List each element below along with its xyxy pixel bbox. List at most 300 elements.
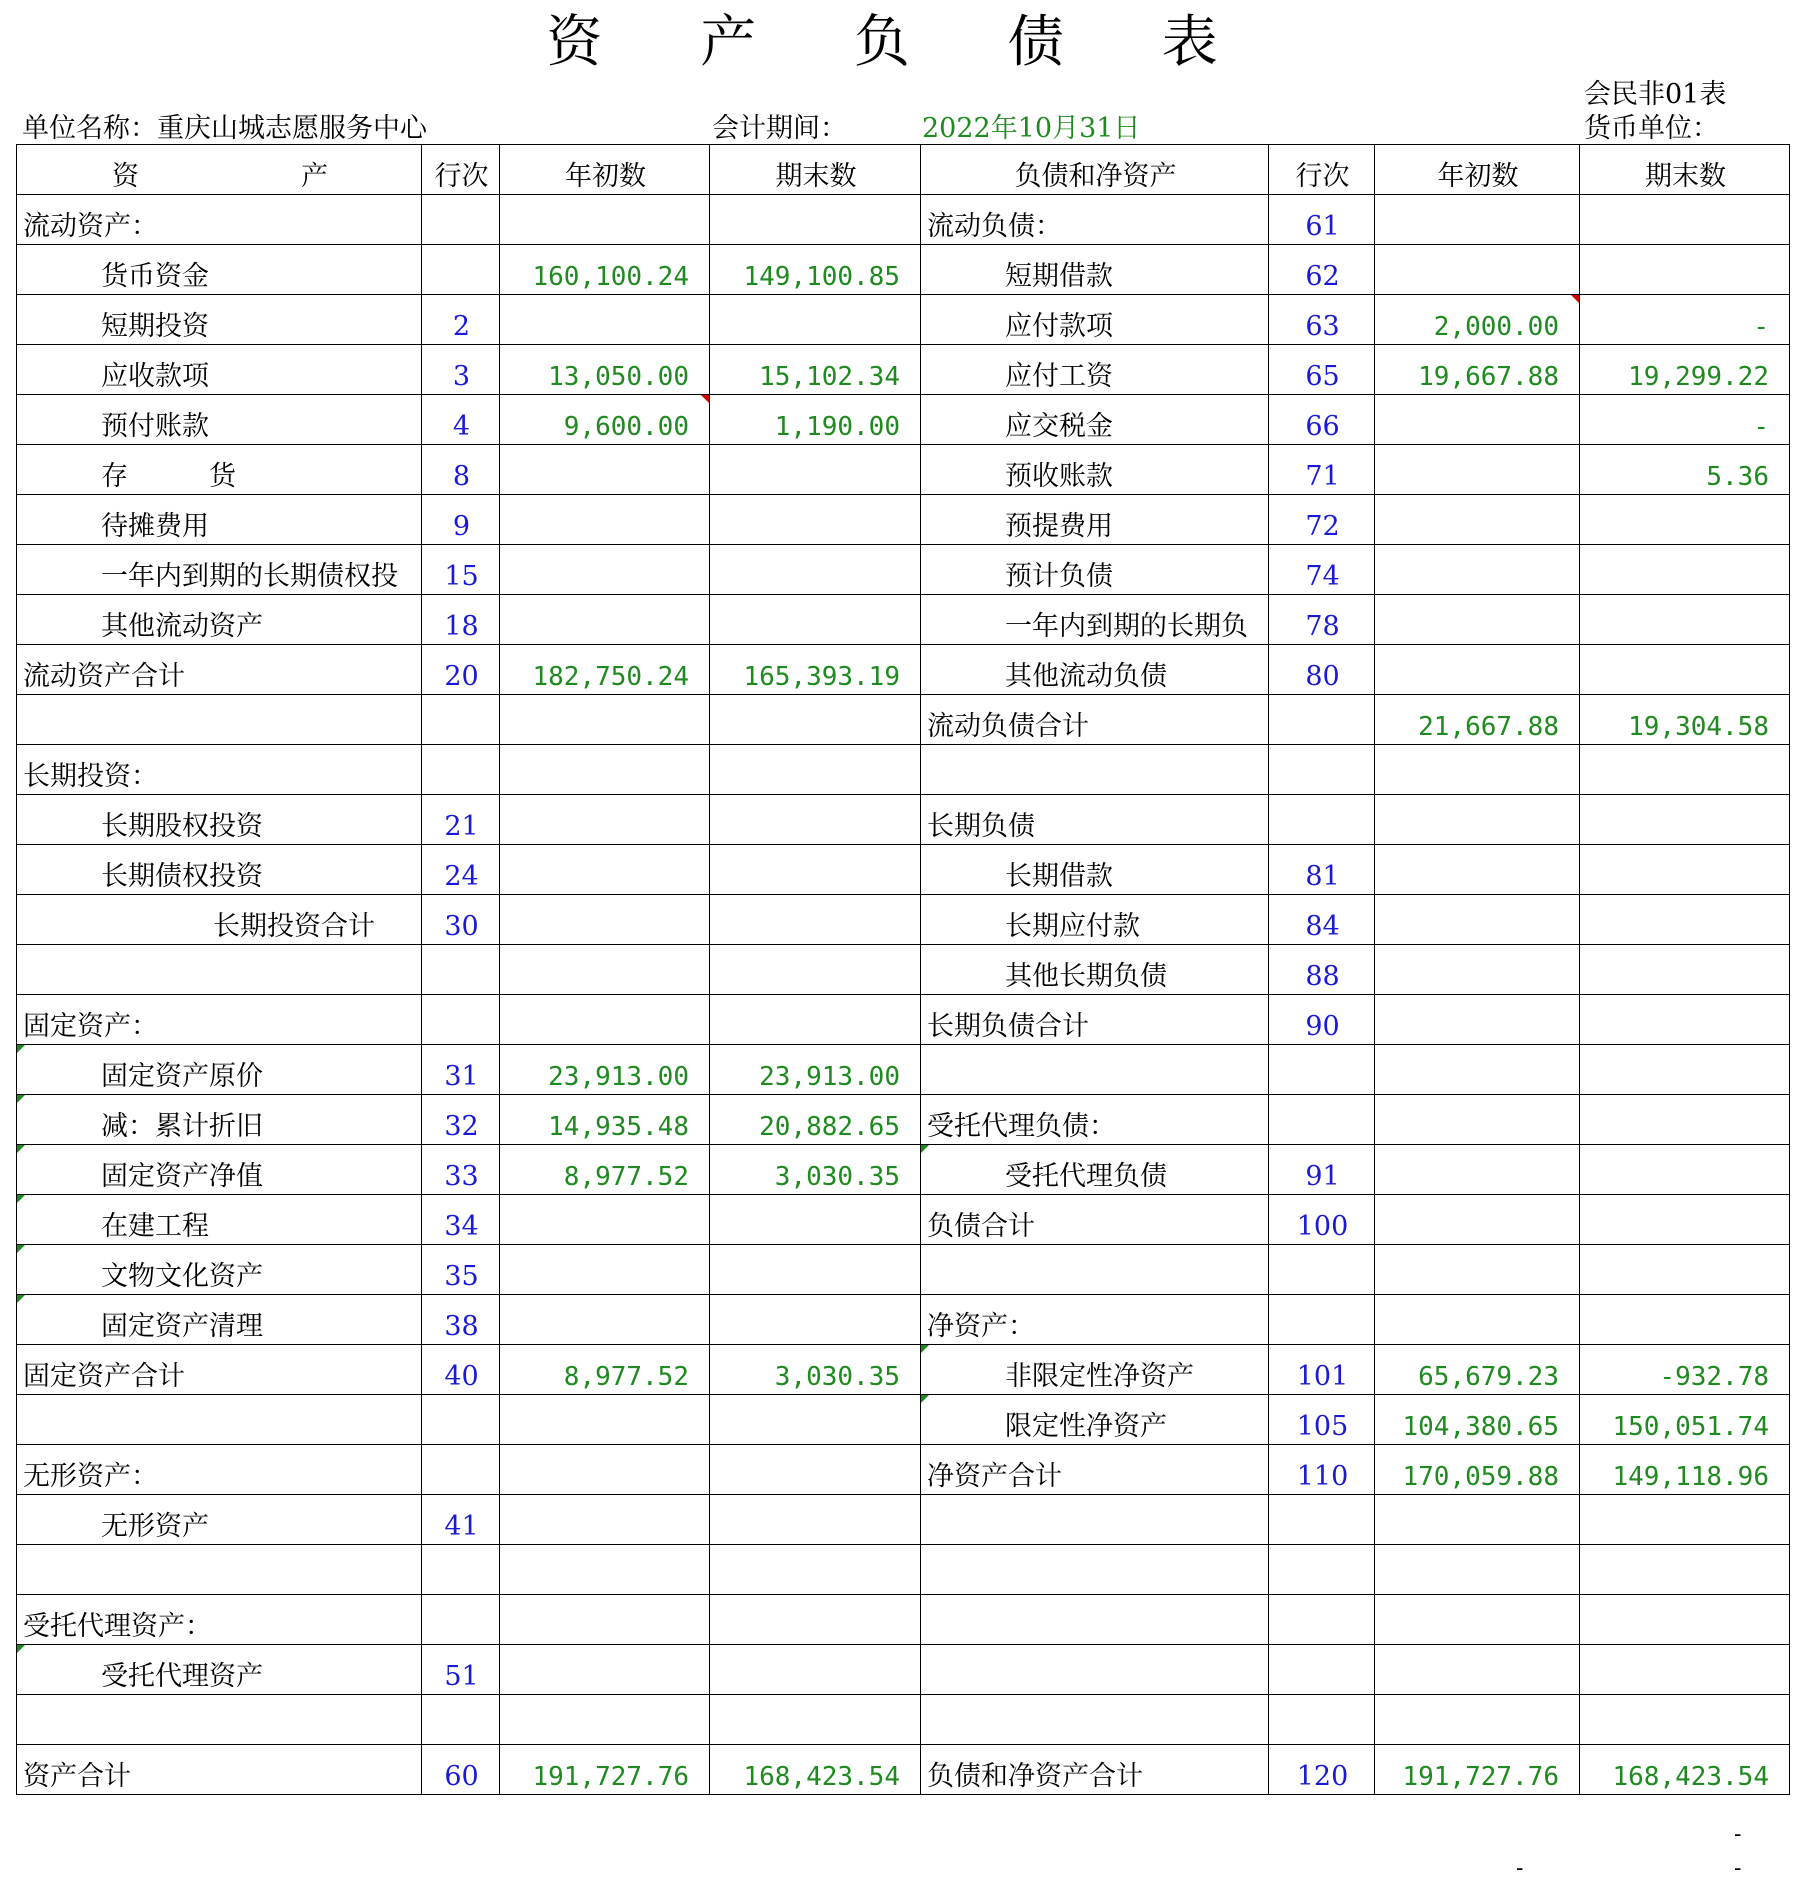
- liability-line-no[interactable]: [1269, 1445, 1375, 1495]
- asset-ending-value[interactable]: [710, 745, 921, 795]
- liability-line-no[interactable]: [1269, 895, 1375, 945]
- liability-beginning-value[interactable]: [1375, 1445, 1580, 1495]
- asset-item-text: 存 货: [101, 461, 236, 492]
- asset-item[interactable]: [17, 1595, 422, 1645]
- asset-line-no[interactable]: [422, 1195, 500, 1245]
- asset-line-no[interactable]: [422, 1695, 500, 1745]
- liability-beginning-value[interactable]: [1375, 1495, 1580, 1545]
- asset-item[interactable]: [17, 1445, 422, 1495]
- asset-line-no[interactable]: [422, 1245, 500, 1295]
- asset-item-text: 在建工程: [101, 1211, 209, 1242]
- asset-beginning-value[interactable]: [500, 345, 710, 395]
- asset-line-no-text: 31: [444, 1061, 479, 1092]
- liability-beginning-value[interactable]: [1375, 1595, 1580, 1645]
- asset-ending-value[interactable]: [710, 1745, 921, 1795]
- asset-line-no[interactable]: [422, 1395, 500, 1445]
- liability-ending-value[interactable]: [1580, 1495, 1790, 1545]
- liability-beginning-value[interactable]: [1375, 545, 1580, 595]
- asset-item[interactable]: [17, 1695, 422, 1745]
- liability-ending-value[interactable]: [1580, 795, 1790, 845]
- liability-line-no[interactable]: [1269, 395, 1375, 445]
- asset-beginning-value[interactable]: [500, 245, 710, 295]
- liability-line-no[interactable]: [1269, 1695, 1375, 1745]
- asset-item[interactable]: [17, 1045, 422, 1095]
- asset-line-no[interactable]: [422, 895, 500, 945]
- liability-item[interactable]: [921, 545, 1269, 595]
- asset-item[interactable]: [17, 1345, 422, 1395]
- asset-item[interactable]: [17, 395, 422, 445]
- liability-ending-value[interactable]: [1580, 1145, 1790, 1195]
- liability-ending-value[interactable]: [1580, 1195, 1790, 1245]
- liability-item[interactable]: [921, 495, 1269, 545]
- liability-ending-value[interactable]: [1580, 245, 1790, 295]
- asset-ending-value[interactable]: [710, 1045, 921, 1095]
- asset-item[interactable]: [17, 995, 422, 1045]
- asset-line-no[interactable]: [422, 1145, 500, 1195]
- header-liabilities[interactable]: 负债和净资产: [921, 145, 1269, 195]
- liability-beginning-value-text: 65,679.23: [1418, 1362, 1559, 1392]
- liability-beginning-value[interactable]: [1375, 895, 1580, 945]
- asset-line-no[interactable]: [422, 1445, 500, 1495]
- asset-line-no[interactable]: [422, 1745, 500, 1795]
- asset-ending-value[interactable]: [710, 395, 921, 445]
- asset-item[interactable]: [17, 295, 422, 345]
- asset-item[interactable]: [17, 495, 422, 545]
- asset-line-no[interactable]: [422, 1045, 500, 1095]
- liability-beginning-value[interactable]: [1375, 1695, 1580, 1745]
- liability-beginning-value[interactable]: [1375, 495, 1580, 545]
- liability-beginning-value[interactable]: [1375, 1045, 1580, 1095]
- liability-item[interactable]: [921, 645, 1269, 695]
- asset-line-no[interactable]: [422, 295, 500, 345]
- asset-beginning-value[interactable]: [500, 1595, 710, 1645]
- asset-item-text: 长期债权投资: [101, 861, 263, 892]
- liability-beginning-value[interactable]: [1375, 1395, 1580, 1445]
- liability-beginning-value[interactable]: [1375, 995, 1580, 1045]
- asset-beginning-value[interactable]: [500, 1695, 710, 1745]
- liability-item[interactable]: [921, 395, 1269, 445]
- asset-item[interactable]: [17, 1645, 422, 1695]
- liability-line-no[interactable]: [1269, 445, 1375, 495]
- liability-item[interactable]: [921, 1095, 1269, 1145]
- asset-ending-value-text: 23,913.00: [759, 1062, 900, 1092]
- asset-ending-value[interactable]: [710, 945, 921, 995]
- liability-ending-value[interactable]: [1580, 995, 1790, 1045]
- asset-beginning-value[interactable]: [500, 1345, 710, 1395]
- asset-ending-value[interactable]: [710, 1095, 921, 1145]
- header-line-no[interactable]: 行次: [422, 145, 500, 195]
- table-row: [17, 395, 1790, 445]
- asset-beginning-value[interactable]: [500, 395, 710, 445]
- header-line-no-2[interactable]: 行次: [1269, 145, 1375, 195]
- asset-line-no[interactable]: [422, 195, 500, 245]
- asset-ending-value[interactable]: [710, 1295, 921, 1345]
- liability-ending-value[interactable]: [1580, 345, 1790, 395]
- table-row: [17, 1695, 1790, 1745]
- liability-ending-value[interactable]: [1580, 1295, 1790, 1345]
- asset-ending-value[interactable]: [710, 895, 921, 945]
- asset-line-no[interactable]: [422, 545, 500, 595]
- liability-ending-value[interactable]: [1580, 745, 1790, 795]
- asset-line-no[interactable]: [422, 345, 500, 395]
- asset-beginning-value[interactable]: [500, 545, 710, 595]
- liability-item[interactable]: [921, 695, 1269, 745]
- liability-item[interactable]: [921, 1395, 1269, 1445]
- asset-ending-value[interactable]: [710, 645, 921, 695]
- liability-item[interactable]: [921, 595, 1269, 645]
- liability-ending-value[interactable]: [1580, 195, 1790, 245]
- header-ending-2[interactable]: 期末数: [1580, 145, 1790, 195]
- asset-line-no[interactable]: [422, 1545, 500, 1595]
- asset-item[interactable]: [17, 445, 422, 495]
- liability-beginning-value[interactable]: [1375, 345, 1580, 395]
- liability-line-no[interactable]: [1269, 1295, 1375, 1345]
- asset-beginning-value[interactable]: [500, 1145, 710, 1195]
- liability-line-no-text: 84: [1305, 911, 1340, 942]
- liability-item[interactable]: [921, 945, 1269, 995]
- liability-beginning-value[interactable]: [1375, 395, 1580, 445]
- asset-line-no[interactable]: [422, 645, 500, 695]
- liability-beginning-value[interactable]: [1375, 695, 1580, 745]
- asset-line-no[interactable]: [422, 1645, 500, 1695]
- asset-beginning-value[interactable]: [500, 1645, 710, 1695]
- liability-beginning-value[interactable]: [1375, 845, 1580, 895]
- liability-line-no[interactable]: [1269, 345, 1375, 395]
- liability-beginning-value[interactable]: [1375, 795, 1580, 845]
- liability-line-no[interactable]: [1269, 745, 1375, 795]
- asset-beginning-value[interactable]: [500, 645, 710, 695]
- liability-ending-value[interactable]: [1580, 895, 1790, 945]
- asset-item[interactable]: [17, 1295, 422, 1345]
- liability-item-text: 其他流动负债: [1005, 661, 1167, 692]
- asset-beginning-value[interactable]: [500, 1545, 710, 1595]
- asset-item[interactable]: [17, 745, 422, 795]
- asset-ending-value[interactable]: [710, 245, 921, 295]
- liability-line-no[interactable]: [1269, 1345, 1375, 1395]
- asset-item[interactable]: [17, 845, 422, 895]
- asset-ending-value[interactable]: [710, 495, 921, 545]
- liability-item[interactable]: [921, 1695, 1269, 1745]
- liability-beginning-value[interactable]: [1375, 1095, 1580, 1145]
- liability-line-no[interactable]: [1269, 1745, 1375, 1795]
- asset-ending-value[interactable]: [710, 1245, 921, 1295]
- liability-item[interactable]: [921, 795, 1269, 845]
- asset-beginning-value[interactable]: [500, 745, 710, 795]
- liability-ending-value[interactable]: [1580, 495, 1790, 545]
- liability-line-no[interactable]: [1269, 1245, 1375, 1295]
- asset-beginning-value[interactable]: [500, 1245, 710, 1295]
- error-indicator-icon: [17, 1195, 25, 1203]
- asset-item[interactable]: [17, 1095, 422, 1145]
- asset-item[interactable]: [17, 1745, 422, 1795]
- liability-line-no[interactable]: [1269, 695, 1375, 745]
- liability-line-no[interactable]: [1269, 195, 1375, 245]
- liability-ending-value[interactable]: [1580, 545, 1790, 595]
- liability-line-no[interactable]: [1269, 295, 1375, 345]
- liability-item[interactable]: [921, 745, 1269, 795]
- asset-item[interactable]: [17, 1495, 422, 1545]
- asset-ending-value[interactable]: [710, 345, 921, 395]
- liability-beginning-value[interactable]: [1375, 1345, 1580, 1395]
- asset-beginning-value[interactable]: [500, 845, 710, 895]
- asset-beginning-value[interactable]: [500, 495, 710, 545]
- asset-beginning-value[interactable]: [500, 1295, 710, 1345]
- liability-line-no[interactable]: [1269, 1645, 1375, 1695]
- liability-beginning-value[interactable]: [1375, 1645, 1580, 1695]
- asset-ending-value[interactable]: [710, 995, 921, 1045]
- asset-ending-value[interactable]: [710, 1495, 921, 1545]
- asset-beginning-value[interactable]: [500, 795, 710, 845]
- liability-item[interactable]: [921, 1645, 1269, 1695]
- liability-ending-value[interactable]: [1580, 1745, 1790, 1795]
- asset-line-no[interactable]: [422, 745, 500, 795]
- liability-item[interactable]: [921, 1545, 1269, 1595]
- asset-ending-value[interactable]: [710, 1345, 921, 1395]
- period-label: 会计期间：: [712, 113, 847, 144]
- liability-line-no-text: 81: [1305, 861, 1340, 892]
- liability-ending-value[interactable]: [1580, 1395, 1790, 1445]
- liability-ending-value[interactable]: [1580, 695, 1790, 745]
- asset-item[interactable]: [17, 895, 422, 945]
- liability-line-no[interactable]: [1269, 945, 1375, 995]
- asset-item[interactable]: [17, 645, 422, 695]
- liability-beginning-value[interactable]: [1375, 445, 1580, 495]
- table-row: [17, 345, 1790, 395]
- asset-ending-value[interactable]: [710, 1695, 921, 1745]
- liability-line-no[interactable]: [1269, 495, 1375, 545]
- asset-line-no[interactable]: [422, 945, 500, 995]
- liability-item-text: 预计负债: [1005, 561, 1113, 592]
- asset-ending-value[interactable]: [710, 545, 921, 595]
- asset-beginning-value[interactable]: [500, 1495, 710, 1545]
- liability-item-text: 负债合计: [927, 1211, 1035, 1242]
- asset-item[interactable]: [17, 545, 422, 595]
- asset-item[interactable]: [17, 1195, 422, 1245]
- asset-beginning-value[interactable]: [500, 195, 710, 245]
- asset-beginning-value[interactable]: [500, 995, 710, 1045]
- asset-ending-value[interactable]: [710, 1395, 921, 1445]
- asset-item[interactable]: [17, 1545, 422, 1595]
- liability-item[interactable]: [921, 895, 1269, 945]
- liability-line-no[interactable]: [1269, 1595, 1375, 1645]
- liability-ending-value[interactable]: [1580, 1095, 1790, 1145]
- liability-item[interactable]: [921, 1045, 1269, 1095]
- liability-beginning-value[interactable]: [1375, 645, 1580, 695]
- asset-item[interactable]: [17, 945, 422, 995]
- table-row: [17, 1595, 1790, 1645]
- asset-beginning-value[interactable]: [500, 695, 710, 745]
- asset-line-no[interactable]: [422, 995, 500, 1045]
- asset-ending-value[interactable]: [710, 845, 921, 895]
- liability-ending-value[interactable]: [1580, 1695, 1790, 1745]
- liability-line-no[interactable]: [1269, 1495, 1375, 1545]
- liability-item[interactable]: [921, 1595, 1269, 1645]
- page-title: 资 产 负 债 表: [546, 10, 1258, 75]
- liability-line-no[interactable]: [1269, 245, 1375, 295]
- header-assets[interactable]: 资 产: [17, 145, 422, 195]
- liability-line-no-text: 120: [1296, 1761, 1349, 1792]
- liability-item[interactable]: [921, 345, 1269, 395]
- asset-beginning-value[interactable]: [500, 1745, 710, 1795]
- liability-item[interactable]: [921, 845, 1269, 895]
- header-ending[interactable]: 期末数: [710, 145, 921, 195]
- liability-beginning-value[interactable]: [1375, 945, 1580, 995]
- liability-ending-value[interactable]: [1580, 445, 1790, 495]
- liability-item[interactable]: [921, 1195, 1269, 1245]
- asset-line-no[interactable]: [422, 1295, 500, 1345]
- asset-beginning-value[interactable]: [500, 595, 710, 645]
- asset-line-no[interactable]: [422, 595, 500, 645]
- asset-beginning-value[interactable]: [500, 895, 710, 945]
- liability-line-no[interactable]: [1269, 1095, 1375, 1145]
- liability-item[interactable]: [921, 295, 1269, 345]
- liability-beginning-value[interactable]: [1375, 295, 1580, 345]
- asset-line-no[interactable]: [422, 795, 500, 845]
- liability-line-no[interactable]: [1269, 1545, 1375, 1595]
- footer-dash: -: [1734, 1822, 1742, 1847]
- asset-item[interactable]: [17, 345, 422, 395]
- liability-line-no[interactable]: [1269, 1145, 1375, 1195]
- header-beginning-2[interactable]: 年初数: [1375, 145, 1580, 195]
- liability-item-text: 预提费用: [1005, 511, 1113, 542]
- liability-item[interactable]: [921, 1345, 1269, 1395]
- table-row: [17, 1395, 1790, 1445]
- liability-ending-value[interactable]: [1580, 945, 1790, 995]
- liability-item[interactable]: [921, 245, 1269, 295]
- liability-ending-value[interactable]: [1580, 845, 1790, 895]
- asset-ending-value[interactable]: [710, 1145, 921, 1195]
- asset-beginning-value[interactable]: [500, 1445, 710, 1495]
- liability-beginning-value[interactable]: [1375, 595, 1580, 645]
- table-row: [17, 1545, 1790, 1595]
- header-beginning[interactable]: 年初数: [500, 145, 710, 195]
- footer-dash: -: [1516, 1856, 1524, 1881]
- liability-beginning-value[interactable]: [1375, 245, 1580, 295]
- liability-line-no[interactable]: [1269, 1045, 1375, 1095]
- asset-item-text: 无形资产: [101, 1511, 209, 1542]
- asset-beginning-value[interactable]: [500, 1095, 710, 1145]
- liability-item[interactable]: [921, 1445, 1269, 1495]
- liability-beginning-value[interactable]: [1375, 1295, 1580, 1345]
- liability-beginning-value-text: 170,059.88: [1402, 1462, 1559, 1492]
- asset-item[interactable]: [17, 695, 422, 745]
- liability-ending-value[interactable]: [1580, 395, 1790, 445]
- liability-line-no[interactable]: [1269, 1195, 1375, 1245]
- liability-ending-value[interactable]: [1580, 645, 1790, 695]
- asset-line-no[interactable]: [422, 1595, 500, 1645]
- asset-ending-value[interactable]: [710, 1195, 921, 1245]
- liability-beginning-value[interactable]: [1375, 1145, 1580, 1195]
- table-row: [17, 245, 1790, 295]
- asset-item[interactable]: [17, 195, 422, 245]
- liability-item[interactable]: [921, 445, 1269, 495]
- asset-line-no[interactable]: [422, 1345, 500, 1395]
- asset-beginning-value[interactable]: [500, 1195, 710, 1245]
- liability-ending-value[interactable]: [1580, 1595, 1790, 1645]
- liability-item[interactable]: [921, 195, 1269, 245]
- asset-beginning-value[interactable]: [500, 295, 710, 345]
- asset-line-no[interactable]: [422, 245, 500, 295]
- asset-line-no[interactable]: [422, 1495, 500, 1545]
- liability-item[interactable]: [921, 1245, 1269, 1295]
- asset-ending-value-text: 168,423.54: [743, 1762, 900, 1792]
- asset-item[interactable]: [17, 245, 422, 295]
- liability-beginning-value[interactable]: [1375, 745, 1580, 795]
- asset-beginning-value[interactable]: [500, 1045, 710, 1095]
- liability-ending-value[interactable]: [1580, 295, 1790, 345]
- asset-item[interactable]: [17, 1245, 422, 1295]
- asset-line-no-text: 3: [452, 361, 471, 392]
- liability-ending-value[interactable]: [1580, 595, 1790, 645]
- asset-ending-value[interactable]: [710, 695, 921, 745]
- liability-beginning-value[interactable]: [1375, 1195, 1580, 1245]
- asset-line-no[interactable]: [422, 845, 500, 895]
- liability-item[interactable]: [921, 1745, 1269, 1795]
- liability-ending-value[interactable]: [1580, 1445, 1790, 1495]
- liability-line-no[interactable]: [1269, 645, 1375, 695]
- liability-line-no[interactable]: [1269, 795, 1375, 845]
- asset-ending-value[interactable]: [710, 1545, 921, 1595]
- liability-line-no[interactable]: [1269, 995, 1375, 1045]
- asset-ending-value[interactable]: [710, 295, 921, 345]
- asset-line-no[interactable]: [422, 395, 500, 445]
- asset-item[interactable]: [17, 1145, 422, 1195]
- asset-beginning-value[interactable]: [500, 1395, 710, 1445]
- liability-ending-value[interactable]: [1580, 1645, 1790, 1695]
- asset-ending-value[interactable]: [710, 1445, 921, 1495]
- asset-ending-value[interactable]: [710, 595, 921, 645]
- liability-ending-value[interactable]: [1580, 1045, 1790, 1095]
- liability-beginning-value[interactable]: [1375, 1545, 1580, 1595]
- liability-beginning-value-text: 19,667.88: [1418, 362, 1559, 392]
- liability-item[interactable]: [921, 1295, 1269, 1345]
- liability-line-no[interactable]: [1269, 845, 1375, 895]
- liability-line-no[interactable]: [1269, 1395, 1375, 1445]
- liability-ending-value[interactable]: [1580, 1245, 1790, 1295]
- asset-beginning-value[interactable]: [500, 945, 710, 995]
- liability-ending-value[interactable]: [1580, 1345, 1790, 1395]
- liability-item[interactable]: [921, 1145, 1269, 1195]
- asset-ending-value[interactable]: [710, 1645, 921, 1695]
- asset-line-no[interactable]: [422, 1095, 500, 1145]
- liability-line-no[interactable]: [1269, 595, 1375, 645]
- liability-beginning-value[interactable]: [1375, 1745, 1580, 1795]
- asset-ending-value[interactable]: [710, 795, 921, 845]
- table-row: [17, 745, 1790, 795]
- asset-ending-value-text: 3,030.35: [774, 1162, 900, 1192]
- table-row: [17, 1045, 1790, 1095]
- asset-line-no[interactable]: [422, 495, 500, 545]
- liability-line-no[interactable]: [1269, 545, 1375, 595]
- asset-line-no-text: 60: [444, 1761, 479, 1792]
- liability-beginning-value[interactable]: [1375, 195, 1580, 245]
- asset-ending-value[interactable]: [710, 445, 921, 495]
- asset-line-no[interactable]: [422, 445, 500, 495]
- asset-ending-value[interactable]: [710, 195, 921, 245]
- asset-item[interactable]: [17, 1395, 422, 1445]
- liability-item[interactable]: [921, 995, 1269, 1045]
- period-value: 2022年10月31日: [922, 113, 1141, 144]
- asset-item-text: 固定资产清理: [101, 1311, 263, 1342]
- asset-beginning-value[interactable]: [500, 445, 710, 495]
- asset-line-no[interactable]: [422, 695, 500, 745]
- liability-item[interactable]: [921, 1495, 1269, 1545]
- asset-item[interactable]: [17, 595, 422, 645]
- asset-ending-value[interactable]: [710, 1595, 921, 1645]
- asset-item[interactable]: [17, 795, 422, 845]
- liability-ending-value[interactable]: [1580, 1545, 1790, 1595]
- liability-beginning-value[interactable]: [1375, 1245, 1580, 1295]
